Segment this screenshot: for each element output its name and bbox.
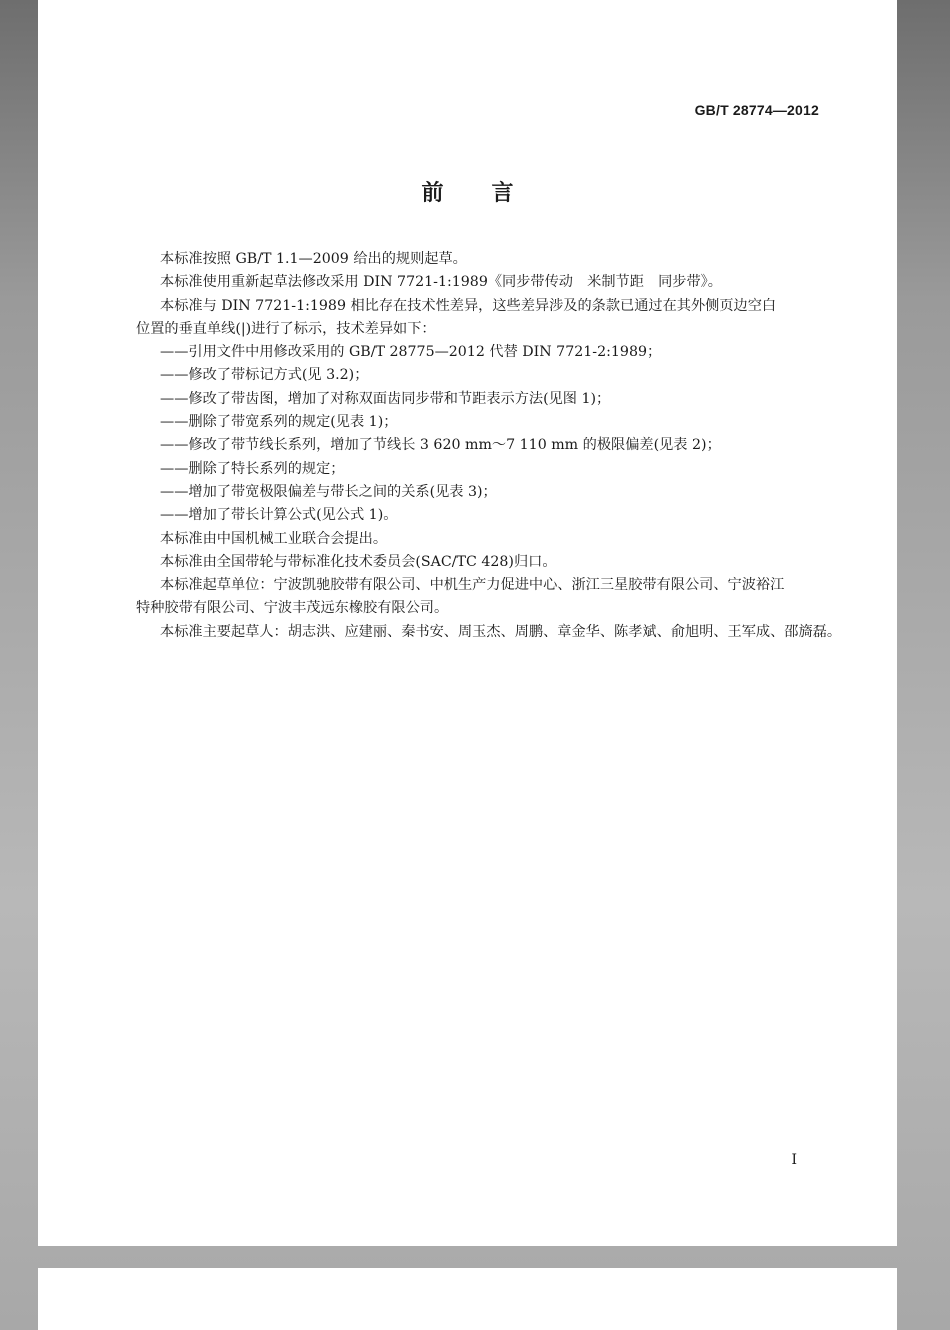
paragraph: 本标准使用重新起草法修改采用 DIN 7721-1:1989《同步带传动 米制节距 同步带》。 bbox=[160, 274, 722, 291]
paragraph: 本标准起草单位：宁波凯驰胶带有限公司、中机生产力促进中心、浙江三星胶带有限公司、宁波裕江 bbox=[160, 577, 785, 594]
page-number: I bbox=[791, 1152, 797, 1168]
list-item: ——增加了带长计算公式(见公式 1)。 bbox=[160, 507, 398, 524]
next-page-preview bbox=[38, 1268, 897, 1330]
paragraph: 本标准按照 GB/T 1.1—2009 给出的规则起草。 bbox=[160, 251, 467, 267]
list-item: ——删除了带宽系列的规定(见表 1)； bbox=[160, 414, 398, 431]
paragraph: 本标准主要起草人：胡志洪、应建丽、秦书安、周玉杰、周鹏、章金华、陈孝斌、俞旭明、王军成、邵旖磊。 bbox=[160, 623, 842, 640]
list-item: ——修改了带齿图，增加了对称双面齿同步带和节距表示方法(见图 1)； bbox=[160, 390, 611, 407]
document-page bbox=[38, 0, 897, 1246]
list-item: ——增加了带宽极限偏差与带长之间的关系(见表 3)； bbox=[160, 483, 497, 500]
standard-code: GB/T 28774—2012 bbox=[694, 102, 819, 118]
paragraph: 本标准由全国带轮与带标准化技术委员会(SAC/TC 428)归口。 bbox=[160, 553, 557, 570]
page-title: 前言 bbox=[421, 181, 562, 206]
paragraph: 本标准由中国机械工业联合会提出。 bbox=[160, 530, 388, 547]
paragraph-continuation: 位置的垂直单线(|)进行了标示，技术差异如下： bbox=[136, 320, 436, 337]
list-item: ——修改了带节线长系列，增加了节线长 3 620 mm～7 110 mm 的极限偏差(见表 2)； bbox=[160, 437, 721, 454]
list-item: ——修改了带标记方式(见 3.2)； bbox=[160, 367, 369, 384]
paragraph: 本标准与 DIN 7721-1:1989 相比存在技术性差异，这些差异涉及的条款已通过在其外侧页边空白 bbox=[160, 297, 777, 314]
document-body bbox=[136, 248, 860, 644]
list-item: ——引用文件中用修改采用的 GB/T 28775—2012 代替 DIN 7721-2:1989； bbox=[160, 344, 662, 361]
paragraph-continuation: 特种胶带有限公司、宁波丰茂远东橡胶有限公司。 bbox=[136, 600, 449, 617]
list-item: ——删除了特长系列的规定； bbox=[160, 460, 345, 477]
